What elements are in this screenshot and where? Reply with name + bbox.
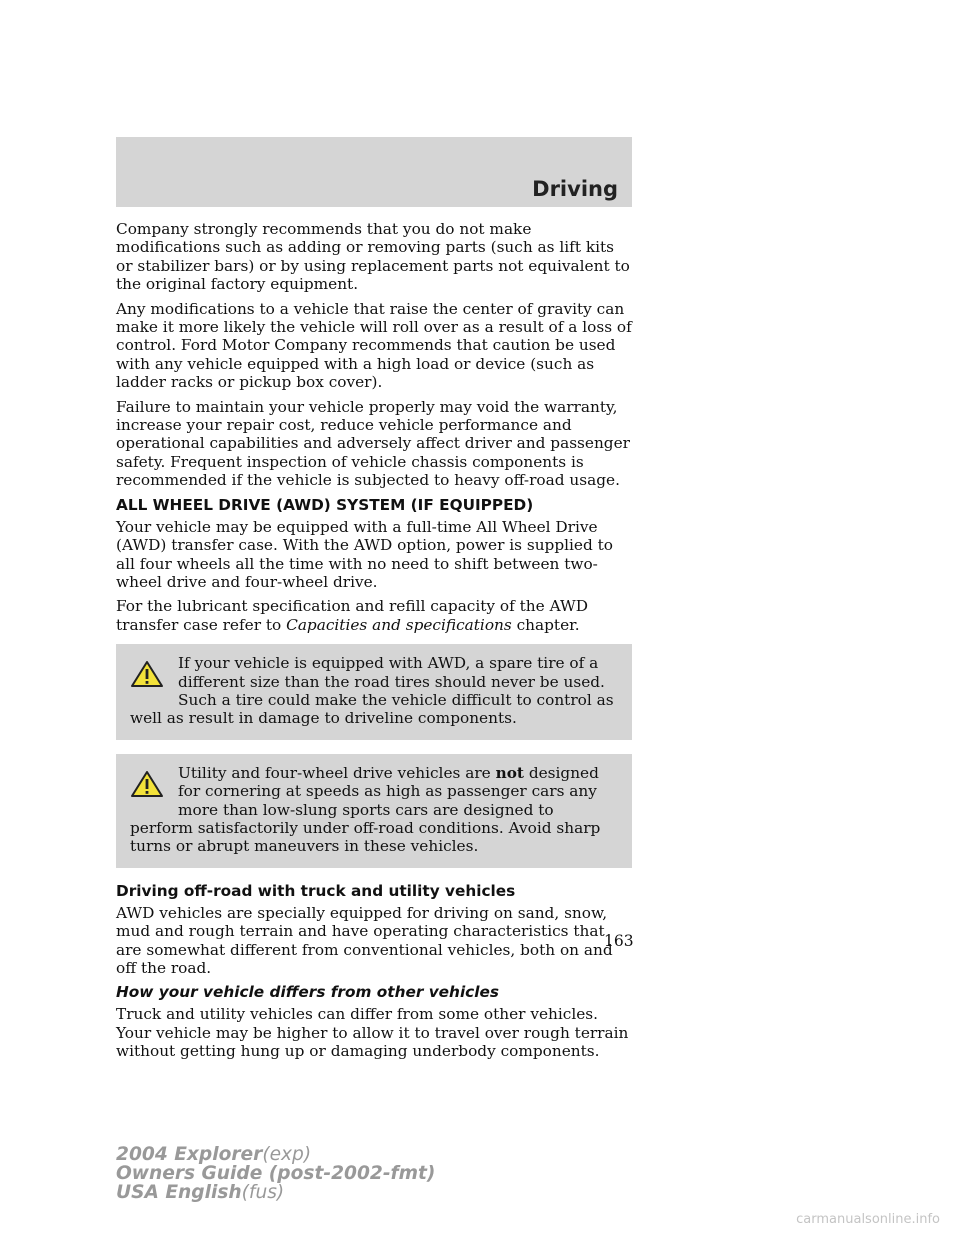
awd-heading: ALL WHEEL DRIVE (AWD) SYSTEM (IF EQUIPPED) [116,495,534,514]
paragraph: Truck and utility vehicles can differ from some other vehicles. Your vehicle may be higher to allow it to travel over rough terrain without getting hung up or damaging underbody components. [116,1005,629,1061]
document-footer: 2004 Explorer(exp) Owners Guide (post-2002-fmt) USA English(fus) [116,1144,436,1203]
warning-text: Utility and four-wheel drive vehicles are not designed for cornering at speeds as high as passenger cars any more than low-slung sports cars are designed to perform satisfactorily under off-road conditions. Avoid sharp turns or abrupt maneuvers in these vehicles. [130,763,601,856]
paragraph: Failure to maintain your vehicle properly may void the warranty, increase your repair cost, reduce vehicle performance and operational capabilities and adversely affect driver and passenger safety. Frequent inspection of vehicle chassis components is recommended if the vehicle is subjected to heavy off-road usage. [116,397,630,490]
offroad-heading: Driving off-road with truck and utility vehicles [116,881,516,900]
paragraph: Company strongly recommends that you do not make modifications such as adding or removing parts (such as lift kits or stabilizer bars) or by using replacement parts not equivalent to the original factory equipment. [116,220,630,294]
section-title: Driving [532,177,618,201]
warning-icon [130,660,164,688]
warning-icon [130,770,164,798]
chapter-reference: Capacities and specifications [286,615,512,634]
page-number: 163 [604,932,634,950]
paragraph: Your vehicle may be equipped with a full-time All Wheel Drive (AWD) transfer case. With the AWD option, power is supplied to all four wheels all the time with no need to shift between two-wheel drive and four-wheel drive. [116,517,613,591]
section-header-band [116,137,632,207]
warning-text: If your vehicle is equipped with AWD, a spare tire of a different size than the road tires should never be used. Such a tire could make the vehicle difficult to control as well as result in damage to driveline components. [130,654,614,728]
paragraph: Any modifications to a vehicle that raise the center of gravity can make it more likely the vehicle will roll over as a result of a loss of control. Ford Motor Company recommends that caution be used with any vehicle equipped with a high load or device (such as ladder racks or pickup box cover). [116,299,632,392]
page-content [116,220,632,1067]
warning-box [116,644,632,740]
paragraph: For the lubricant specification and refill capacity of the AWD transfer case refer to Capacities and specifications chapter. [116,597,588,634]
warning-box [116,754,632,868]
watermark: carmanualsonline.info [796,1212,940,1227]
paragraph: AWD vehicles are specially equipped for driving on sand, snow, mud and rough terrain and have operating characteristics that are somewhat different from conventional vehicles, both on and off the road. [116,903,613,977]
offroad-subheading: How your vehicle differs from other vehicles [116,983,499,1002]
